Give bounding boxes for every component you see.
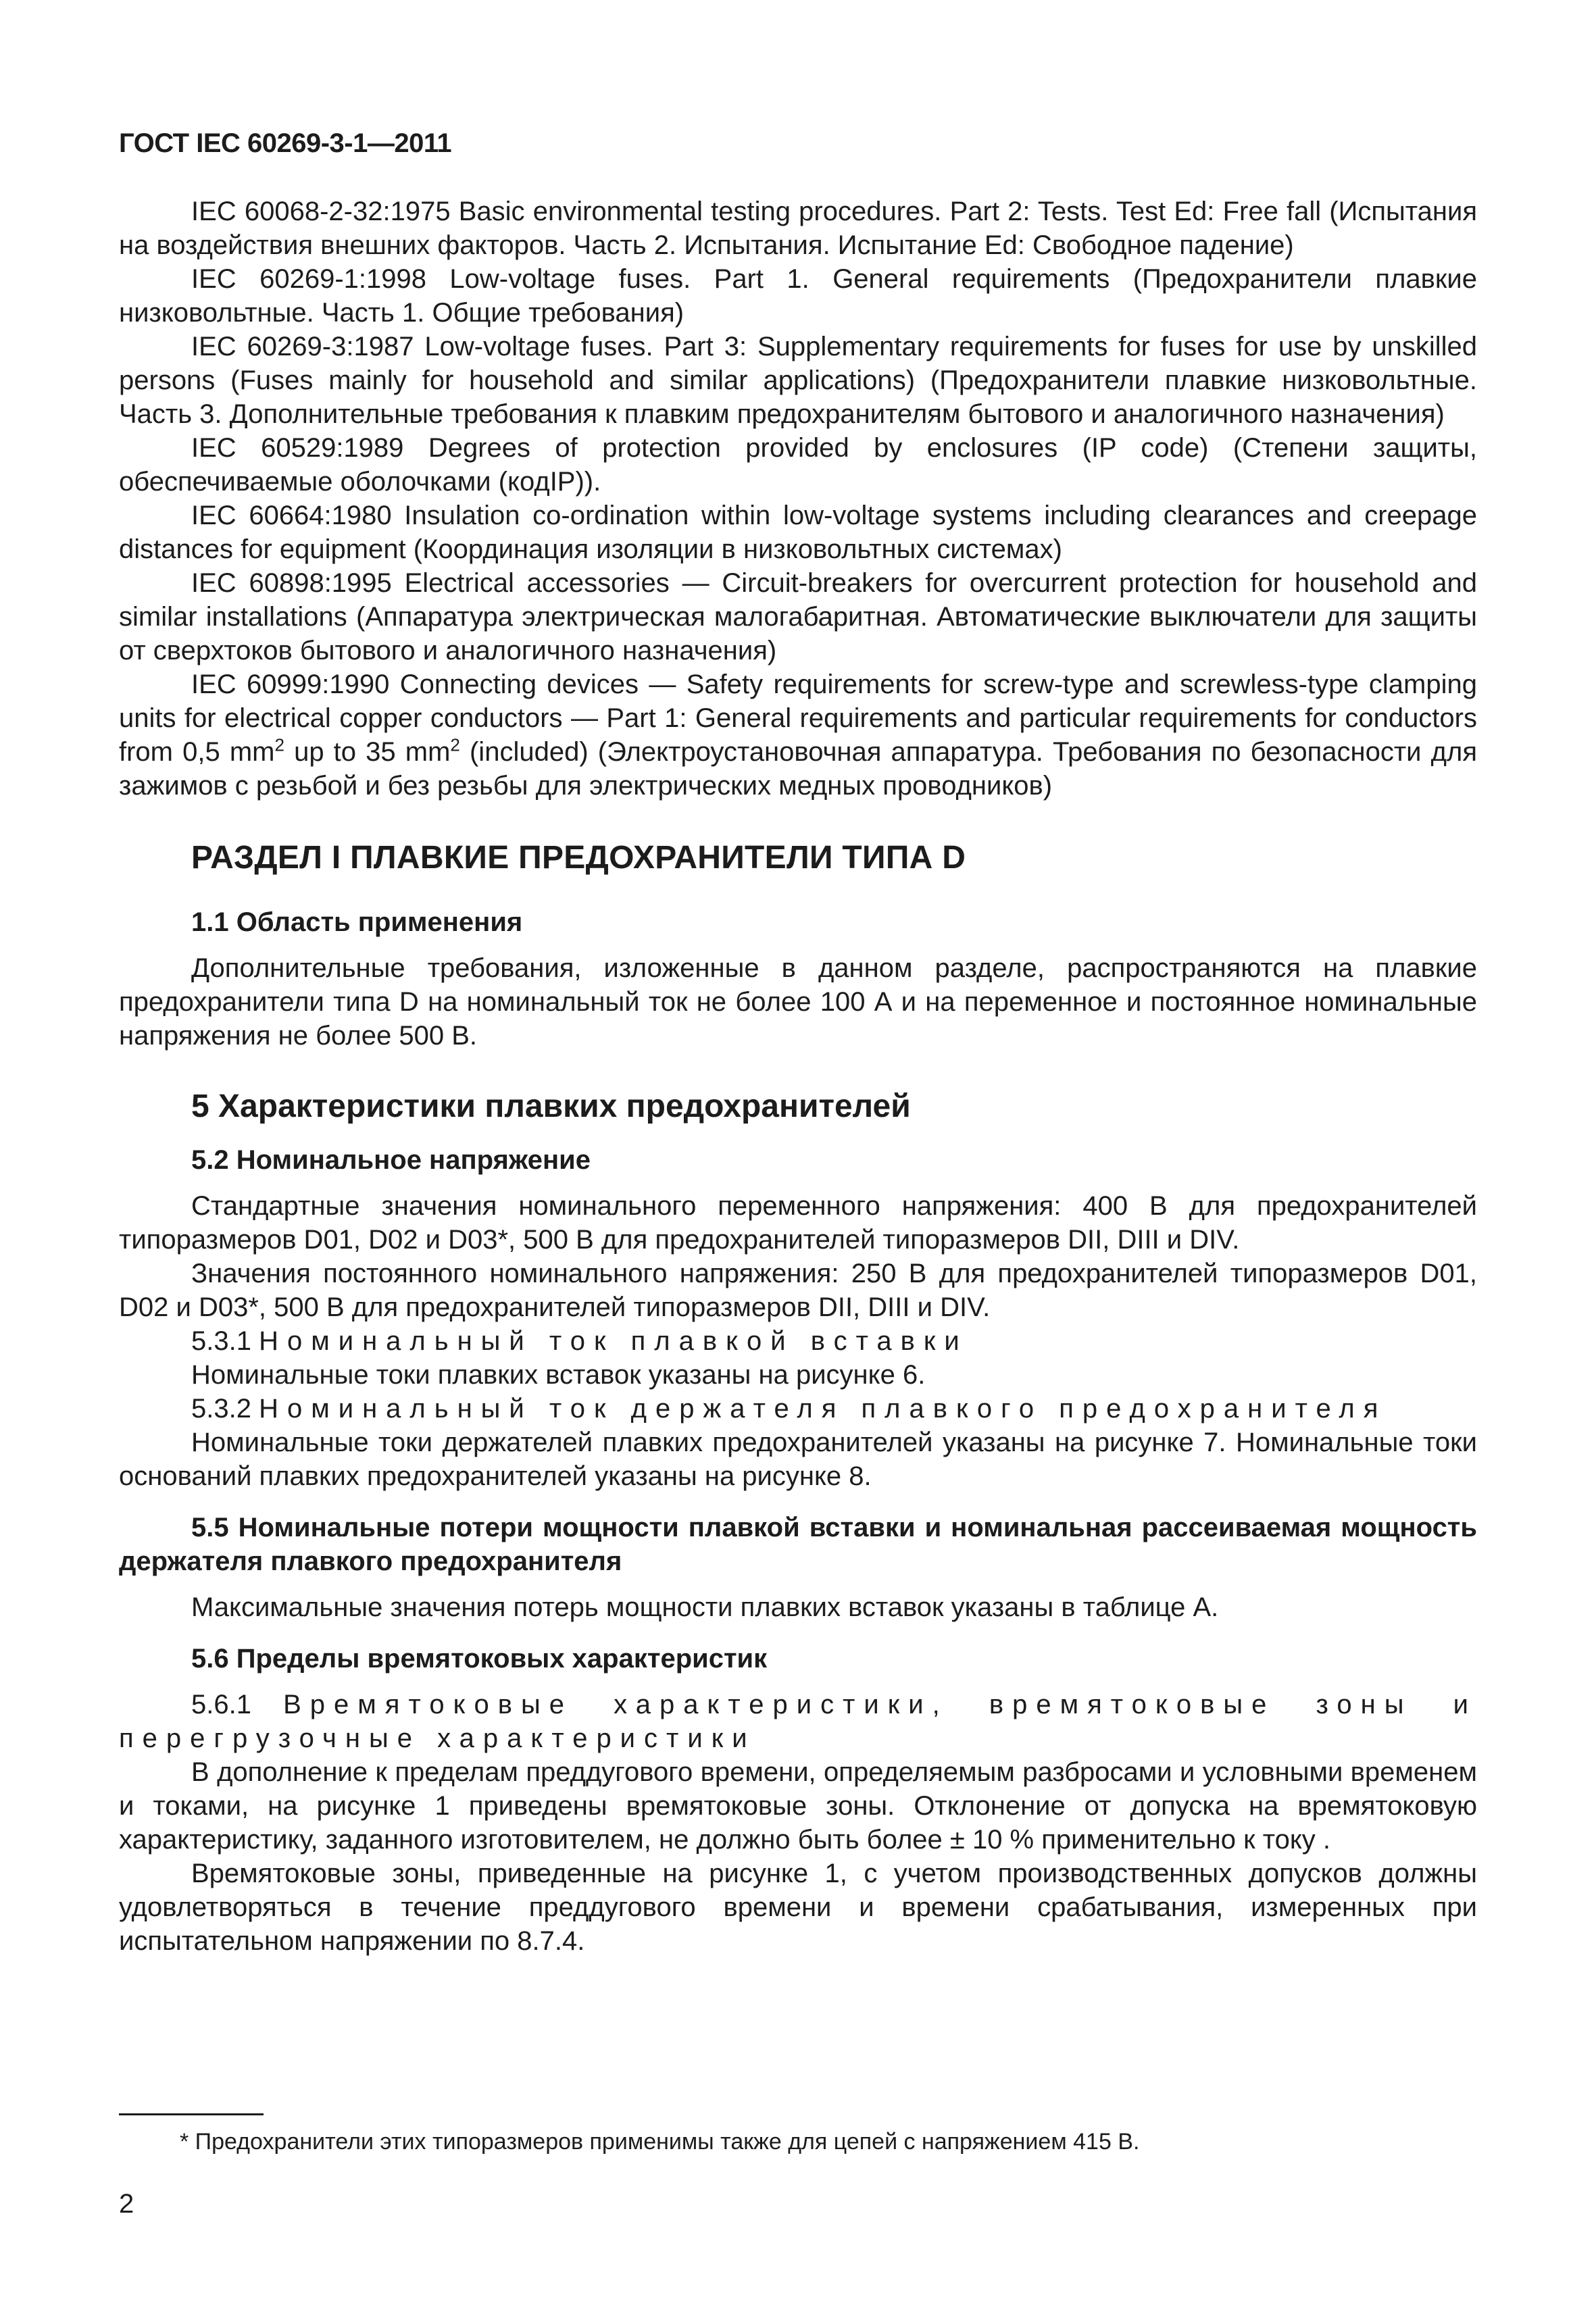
clause-heading-5-2: 5.2 Номинальное напряжение	[191, 1145, 591, 1175]
reference-text: (included) (Электроустановочная аппаратура. Требования по безопасности для зажимов с резьбой и без резьбы для электрических медных проводников)	[119, 737, 1477, 801]
clause-text: Стандартные значения номинального переменного напряжения: 400 В для предохранителей типоразмеров D01, D02 и D03*, 500 В для предохранителей типоразмеров DII, DIII и DIV.	[119, 1191, 1477, 1255]
reference-item: IEC 60664:1980 Insulation co-ordination within low-voltage systems including clearances and creepage distances for equipment (Координация изоляции в низковольтных системах)	[119, 501, 1477, 564]
clause-text: Дополнительные требования, изложенные в данном разделе, распространяются на плавкие предохранители типа D на номинальный ток не более 100 А и на переменное и постоянное номинальные напряжения не более 500 В.	[119, 953, 1477, 1051]
section-title: РАЗДЕЛ I ПЛАВКИЕ ПРЕДОХРАНИТЕЛИ ТИПА D	[191, 840, 966, 876]
footnote-divider	[119, 2113, 264, 2115]
clause-heading-5-5: 5.5 Номинальные потери мощности плавкой вставки и номинальная рассеиваемая мощность держателя плавкого предохранителя	[119, 1513, 1477, 1576]
reference-text: up to 35 mm	[284, 737, 451, 767]
footnote: * Предохранители этих типоразмеров применимы также для цепей с напряжением 415 В.	[180, 2129, 1140, 2155]
clause-text: В дополнение к пределам преддугового времени, определяемым разбросами и условными временем и токами, на рисунке 1 приведены времятоковые зоны. Отклонение от допуска на времятоковую характеристику, заданного изготовителем, не должно быть более ± 10 % применительно к току .	[119, 1757, 1477, 1855]
clause-text: Максимальные значения потерь мощности плавких вставок указаны в таблице А.	[191, 1592, 1219, 1622]
clause-text: Времятоковые зоны, приведенные на рисунке 1, с учетом производственных допусков должны удовлетворяться в течение преддугового времени и времени срабатывания, измеренных при испытательном напряжении по 8.7.4.	[119, 1859, 1477, 1956]
reference-item: IEC 60529:1989 Degrees of protection provided by enclosures (IP code) (Степени защиты, обеспечиваемые оболочками (кодIP)).	[119, 433, 1477, 497]
reference-item: IEC 60898:1995 Electrical accessories — Circuit-breakers for overcurrent protection for household and similar installations (Аппаратура электрическая малогабаритная. Автоматические выключатели для защиты от сверхтоков бытового и аналогичного назначения)	[119, 568, 1477, 665]
subclause-5-6-1	[119, 1688, 1477, 1755]
clause-text: Значения постоянного номинального напряжения: 250 В для предохранителей типоразмеров D01, D02 и D03*, 500 В для предохранителей типоразмеров DII, DIII и DIV.	[119, 1259, 1477, 1322]
clause-text: Номинальные токи держателей плавких предохранителей указаны на рисунке 7. Номинальные токи оснований плавких предохранителей указаны на рисунке 8.	[119, 1428, 1477, 1491]
clause-heading-1-1: 1.1 Область применения	[191, 907, 523, 937]
reference-item: IEC 60068-2-32:1975 Basic environmental testing procedures. Part 2: Tests. Test Ed: Free fall (Испытания на воздействия внешних факторов. Часть 2. Испытания. Испытание Ed: Свободное падение)	[119, 197, 1477, 260]
subclause-title: Номинальный ток держателя плавкого предохранителя	[259, 1394, 1387, 1424]
reference-item: IEC 60269-1:1998 Low-voltage fuses. Part 1. General requirements (Предохранители плавкие низковольтные. Часть 1. Общие требования)	[119, 264, 1477, 328]
superscript: 2	[274, 734, 284, 755]
clause-heading-5: 5 Характеристики плавких предохранителей	[191, 1088, 911, 1124]
subclause-title: Номинальный ток плавкой вставки	[259, 1326, 968, 1356]
subclause-5-3-2	[119, 1392, 1477, 1426]
subclause-number: 5.3.1	[191, 1326, 251, 1356]
reference-text: IEC 60999:1990 Connecting devices — Safety requirements for screw-type and screwless-type clamping units for electrical copper conductors — Part 1: General requirements and particular requirements for conductors from 0,5 mm	[119, 670, 1477, 767]
reference-item: IEC 60269-3:1987 Low-voltage fuses. Part 3: Supplementary requirements for fuses for use by unskilled persons (Fuses mainly for household and similar applications) (Предохранители плавкие низковольтные. Часть 3. Дополнительные требования к плавким предохранителям бытового и аналогичного назначения)	[119, 332, 1477, 429]
reference-item	[119, 668, 1477, 803]
document-body	[119, 195, 1477, 1958]
superscript: 2	[450, 734, 460, 755]
subclause-number: 5.3.2	[191, 1394, 251, 1424]
subclause-title: Времятоковые характеристики, времятоковые зоны и перегрузочные характеристики	[119, 1690, 1477, 1753]
subclause-5-3-1	[119, 1324, 1477, 1358]
clause-text: Номинальные токи плавких вставок указаны на рисунке 6.	[191, 1360, 926, 1390]
page-number: 2	[119, 2189, 134, 2219]
document-header-id: ГОСТ IEC 60269-3-1—2011	[119, 128, 452, 158]
clause-heading-5-6: 5.6 Пределы времятоковых характеристик	[191, 1644, 768, 1674]
normative-references	[119, 195, 1477, 803]
subclause-number: 5.6.1	[191, 1690, 251, 1719]
